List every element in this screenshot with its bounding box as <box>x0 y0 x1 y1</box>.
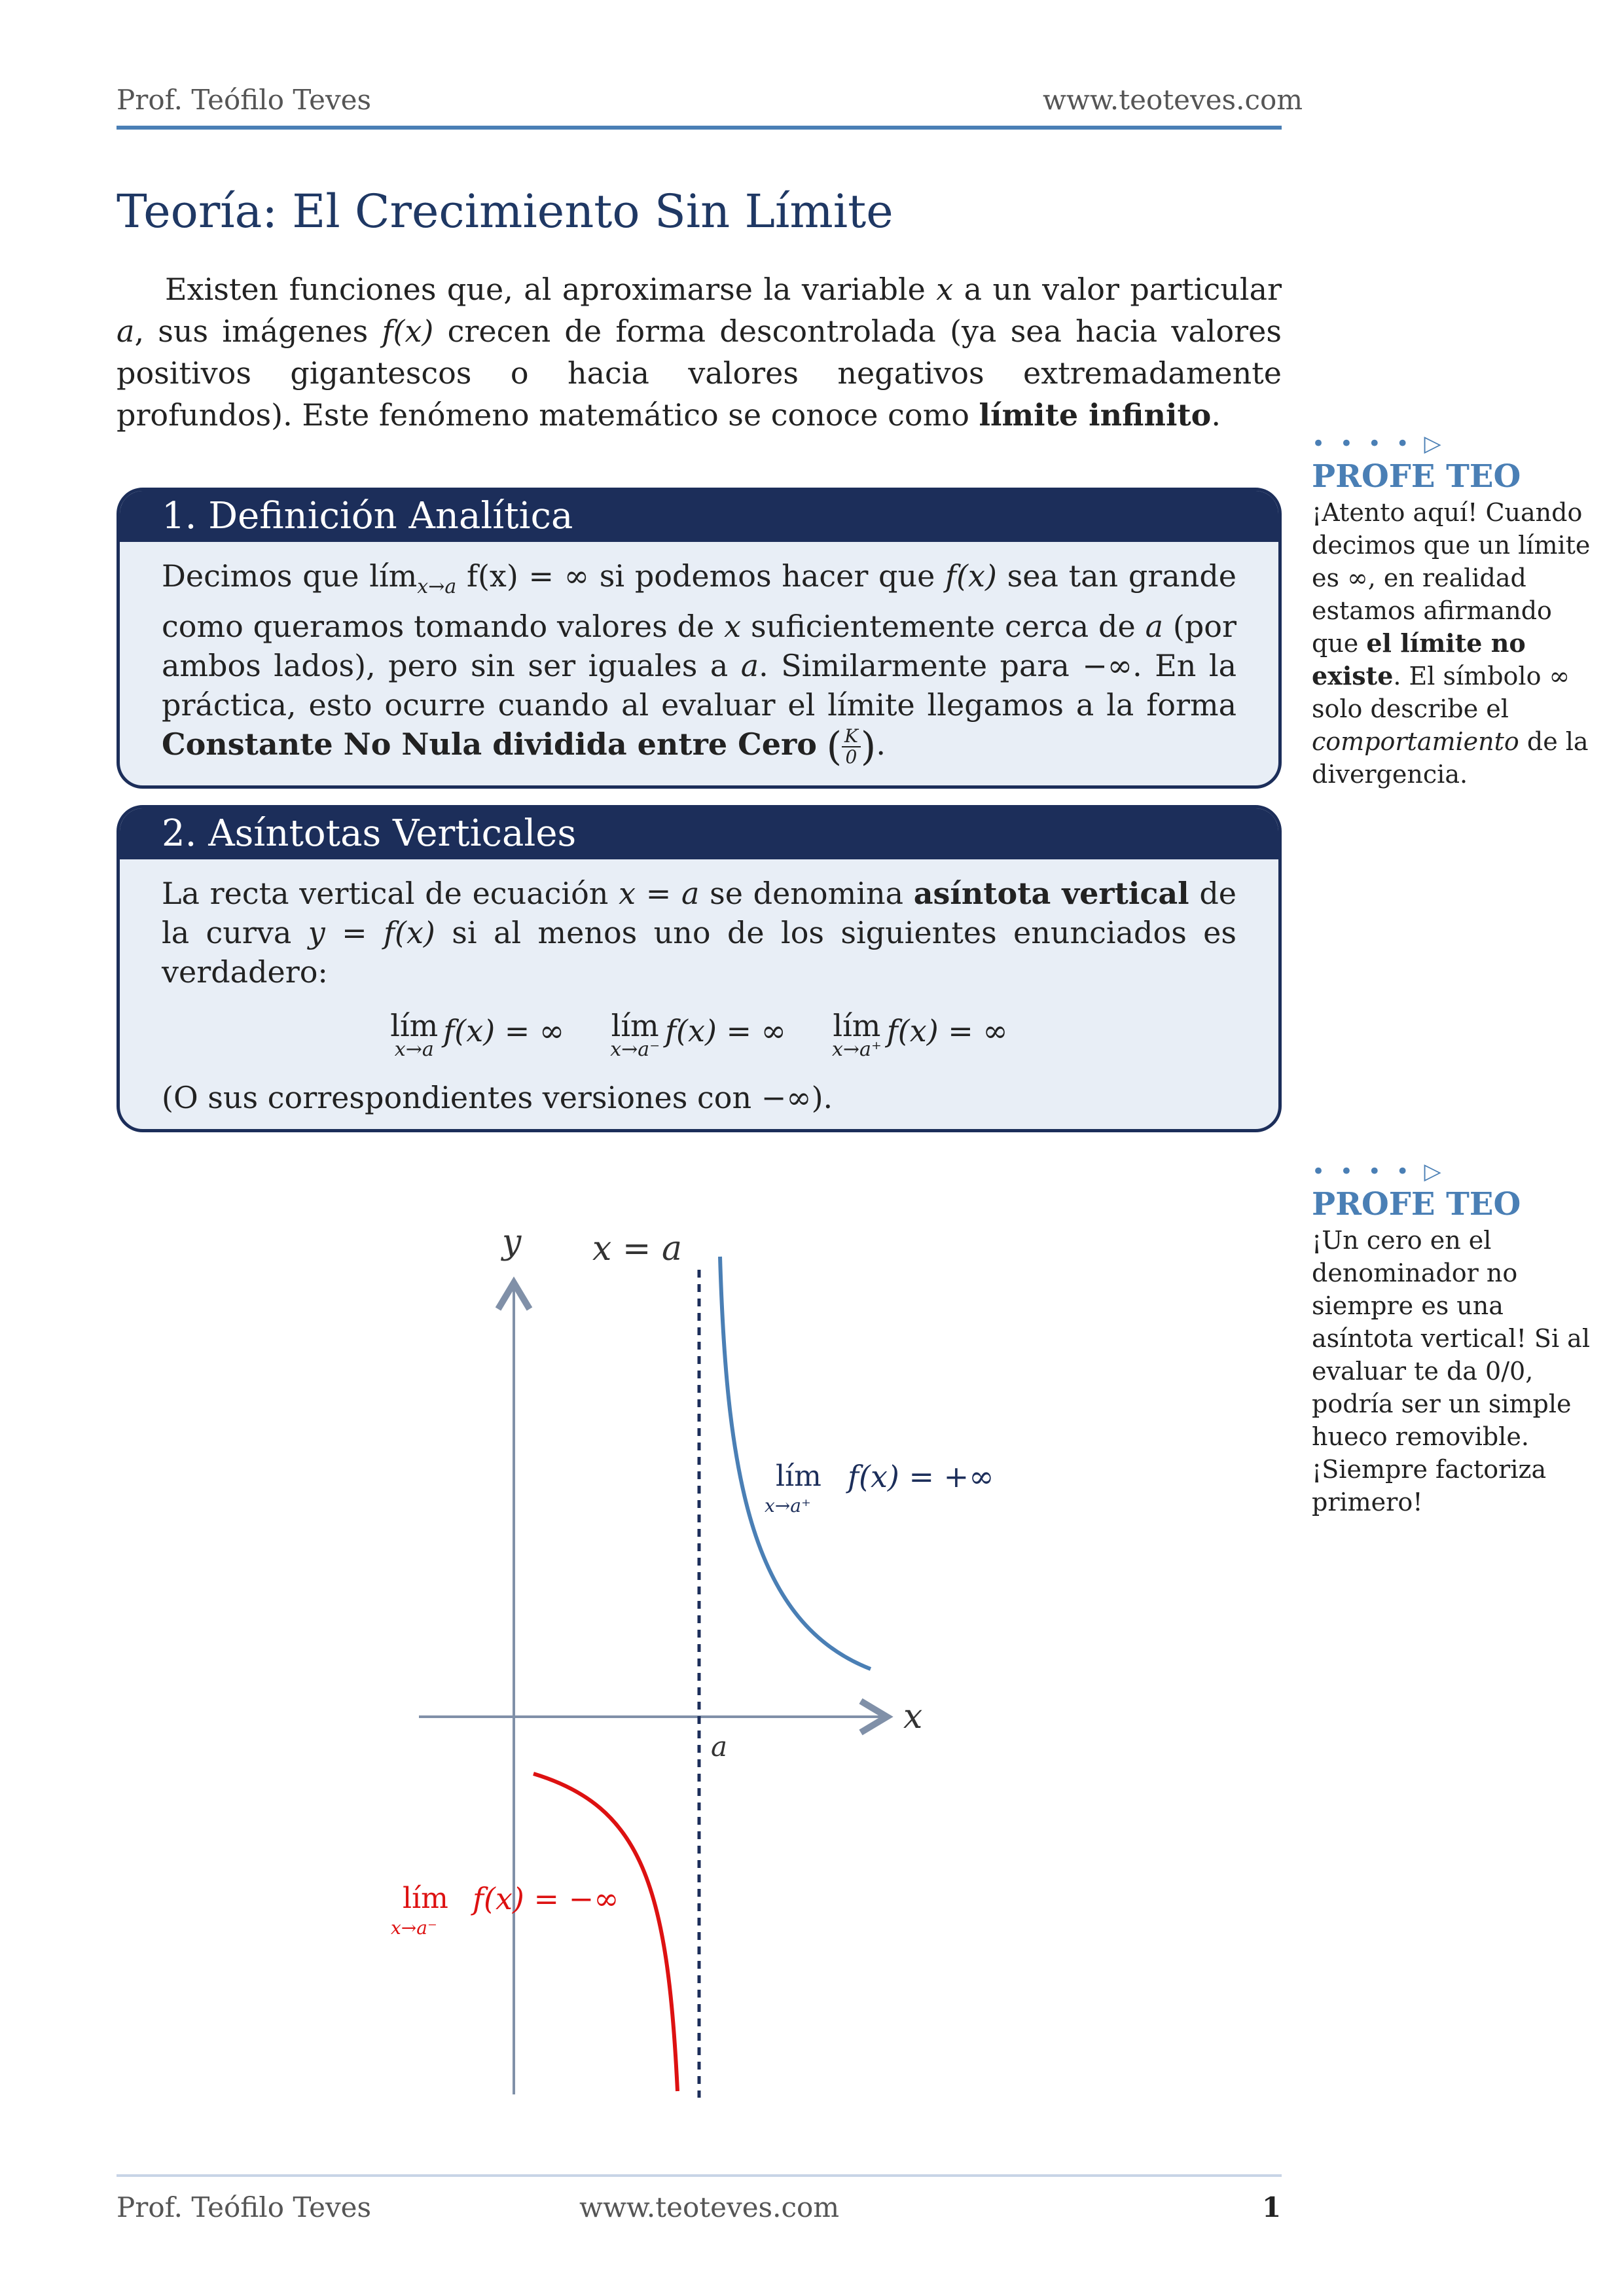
arrow-icon: • • • • ▷ <box>1312 431 1445 457</box>
limit-right-sided: lím x→a⁺ f(x) = ∞ <box>832 1008 1008 1061</box>
definition-box-body: Decimos que lím$_{x\to a}$ f(x) = ∞ si podemos hacer que f(x) sea tan grande como queramos tomando valores de x suficientemente cerca de a (por ambos lados), pero sin ser iguales a a. Similarmente para −∞. En la práctica, esto ocurre cuando al evaluar el límite llegamos a la forma Constante No Nula dividida entre Cero ( $\frac{K}{0}$ ). <box>162 558 1237 770</box>
side-note-1 <box>1312 431 1593 791</box>
footer-author: Prof. Teófilo Teves <box>117 2191 372 2223</box>
side-note-2 <box>1312 1158 1593 1518</box>
right-limit-expr: f(x) = +∞ <box>848 1459 994 1494</box>
left-branch-curve <box>533 1774 677 2091</box>
page-title: Teoría: El Crecimiento Sin Límite <box>117 185 893 238</box>
limit-definitions <box>162 1008 1236 1061</box>
limit-two-sided: lím x→a f(x) = ∞ <box>390 1008 565 1061</box>
left-limit-sub: x→a⁻ <box>391 1917 437 1939</box>
definition-keyword: Constante No Nula dividida entre Cero <box>162 726 817 762</box>
footer-divider <box>117 2174 1282 2177</box>
header-website[interactable]: www.teoteves.com <box>1043 84 1303 116</box>
asymptote-box-body: La recta vertical de ecuación x = a se denomina asíntota vertical de la curva y = f(x) si al menos uno de los siguientes enunciados es verdadero: lím x→a f(x) = ∞ lím x→a⁻ f(x) = ∞ lím x→a⁺ f(x) = ∞ (O sus correspondientes versiones con −∞). <box>120 859 1278 1117</box>
asymptote-box <box>117 805 1282 1132</box>
definition-box <box>117 488 1282 789</box>
limit-left-sided: lím x→a⁻ f(x) = ∞ <box>610 1008 786 1061</box>
asymptote-keyword: asíntota vertical <box>913 876 1189 911</box>
asymptote-box-heading: 2. Asíntotas Verticales <box>120 808 1278 859</box>
side-note-text: ¡Un cero en el denominador no siempre es una asíntota vertical! Si al evaluar te da 0/0, podría ser un simple hueco removible. ¡Siempre factoriza primero! <box>1312 1226 1590 1516</box>
x-axis-label: x <box>903 1697 923 1736</box>
page-number: 1 <box>1262 2191 1282 2223</box>
right-limit-sub: x→a⁺ <box>765 1495 811 1516</box>
intro-paragraph: Existen funciones que, al aproximarse la variable x a un valor particular a, sus imágenes f(x) crecen de forma descontrolada (ya sea hacia valores positivos gigantescos o hacia valores negativos extremadamente profundos). Este fenómeno matemático se conoce como límite infinito. <box>117 272 1282 433</box>
a-tick-label: a <box>711 1731 728 1763</box>
closing-note: (O sus correspondientes versiones con −∞). <box>162 1080 833 1115</box>
header-author: Prof. Teófilo Teves <box>117 84 372 116</box>
y-axis-label: y <box>502 1223 522 1262</box>
arrow-icon: • • • • ▷ <box>1312 1158 1445 1185</box>
right-limit-lim: lím <box>776 1460 821 1493</box>
asymptote-label: x = a <box>592 1229 682 1268</box>
definition-box-heading: 1. Definición Analítica <box>120 491 1278 542</box>
side-note-title: PROFE TEO <box>1312 1186 1521 1223</box>
footer-website[interactable]: www.teoteves.com <box>579 2191 840 2223</box>
fraction-k-over-0: $\frac{K}{0}$ <box>842 726 861 767</box>
side-note-text: ¡Atento aquí! Cuando decimos que un límite es ∞, en realidad estamos afirmando que el límite no existe. El símbolo ∞ solo describe el comportamiento de la divergencia. <box>1312 498 1591 789</box>
left-limit-lim: lím <box>403 1882 448 1915</box>
asymptote-figure <box>0 1178 1244 2134</box>
intro-keyword: límite infinito <box>979 397 1212 433</box>
side-note-title: PROFE TEO <box>1312 458 1521 495</box>
header-divider <box>117 126 1282 130</box>
left-limit-expr: f(x) = −∞ <box>473 1881 619 1916</box>
